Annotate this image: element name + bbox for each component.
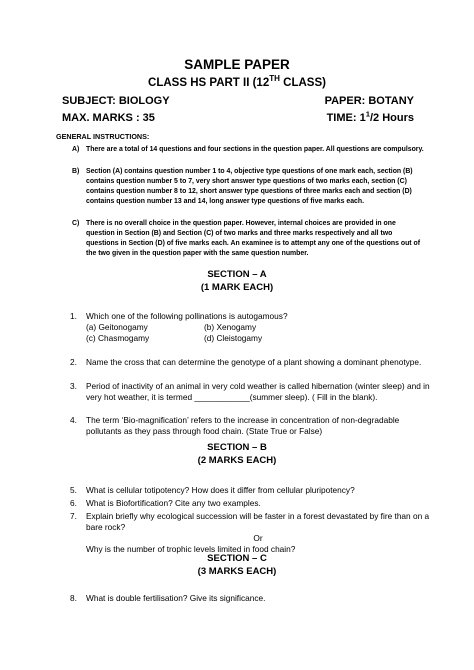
section-b-heading: SECTION – B (2 MARKS EACH) <box>197 442 277 466</box>
paper-title: SAMPLE PAPER <box>184 57 290 72</box>
question-7-alternative: Why is the number of trophic levels limited in food chain? <box>86 544 296 554</box>
class-title: CLASS HS PART II (12TH CLASS) <box>148 74 326 89</box>
question-5: 5. What is cellular totipotency? How does it differ from cellular pluripotency? <box>70 485 355 495</box>
question-8: 8. What is double fertilisation? Give its significance. <box>70 593 266 603</box>
instructions-heading: GENERAL INSTRUCTIONS: <box>56 132 150 141</box>
question-6: 6. What is Biofortification? Cite any two examples. <box>70 498 261 508</box>
question-1: 1. Which one of the following pollinations is autogamous? (a) Geitonogamy (b) Xenogamy (c) Chasmogamy (d) Cleistogamy <box>56 311 430 344</box>
section-c-heading: SECTION – C (3 MARKS EACH) <box>197 553 277 577</box>
question-3: 3. Period of inactivity of an animal in very cold weather is called hibernation (winter sleep) and in very hot weather, it is termed ____________(summer sleep). ( Fill in the blank). <box>70 381 430 402</box>
subject-row <box>62 95 414 107</box>
instruction-item: B) Section (A) contains question number 1 to 4, objective type questions of one mark each, section (B) contains question number 5 to 7, very short answer type questions of two marks each, section (C) contains question number 8 to 12, short answer type questions of three marks each and section (D) contains question number 13 and 14, long answer type questions of five marks each. <box>72 168 413 205</box>
instruction-item: A) There are a total of 14 questions and four sections in the question paper. All questions are compulsory. <box>72 146 424 153</box>
time-label: TIME: $1^1/2$ Hours <box>326 109 414 124</box>
question-7: 7. Explain briefly why ecological succession will be faster in a forest devastated by fire than on a bare rock? Or Why is the number of trophic levels limited in food chain? <box>70 511 430 554</box>
or-separator: Or <box>253 533 263 543</box>
subject-label: SUBJECT: BIOLOGY <box>62 95 170 107</box>
instruction-item: C) There is no overall choice in the question paper. However, internal choices are provided in one question in Section (B) and Section (C) of two marks and three marks respectively and all two questions in Section (D) of five marks each. An examinee is to attempt any one of the questions out of the two given in the question paper with the same question number. <box>72 220 420 257</box>
marks-row <box>62 109 414 124</box>
section-a-heading: SECTION – A (1 MARK EACH) <box>200 269 274 293</box>
question-1-options: (a) Geitonogamy (b) Xenogamy (c) Chasmogamy (d) Cleistogamy <box>86 322 263 343</box>
paper-label: PAPER: BOTANY <box>324 95 414 107</box>
max-marks-label: MAX. MARKS : 35 <box>62 112 155 124</box>
question-4: 4. The term ‘Bio-magnification’ refers to the increase in concentration of non-degradable pollutants as they pass through food chain. (State True or False) <box>70 415 400 436</box>
question-2: 2. Name the cross that can determine the genotype of a plant showing a dominant phenotype. <box>70 357 422 367</box>
